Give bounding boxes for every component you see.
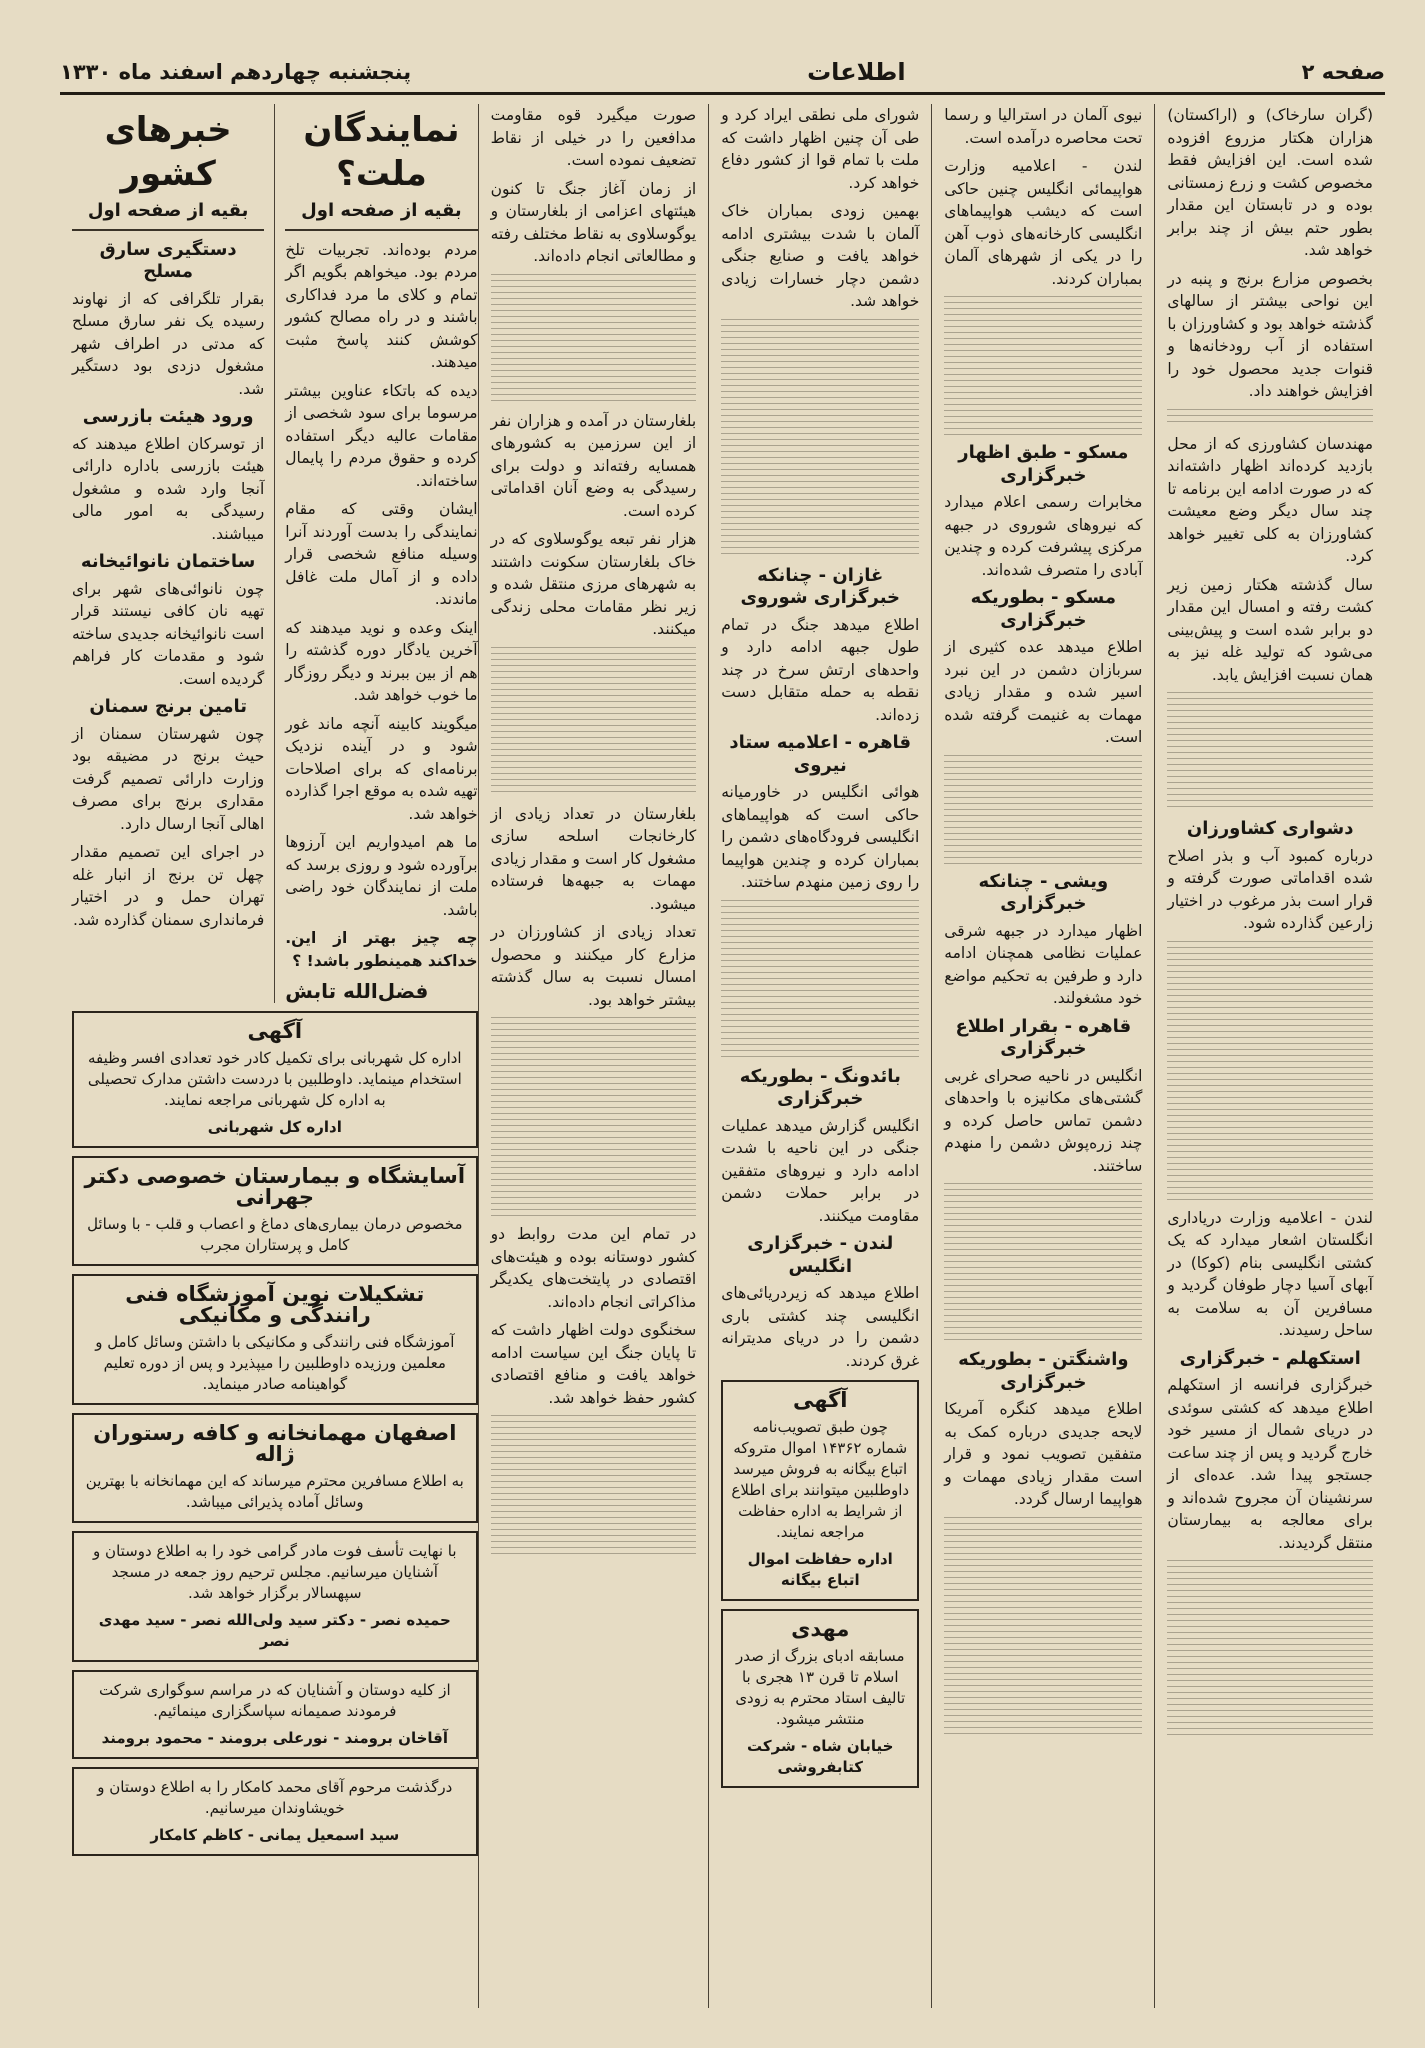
text-block — [491, 647, 697, 797]
column-1 — [1154, 104, 1385, 2008]
article-paragraph: اطلاع میدهد جنگ در تمام طول جبهه ادامه دارد و واحدهای ارتش سرخ در چند نقطه به حمله متقابل دست زده‌اند. — [721, 615, 920, 724]
text-block — [1167, 692, 1373, 812]
text-block — [944, 1183, 1142, 1343]
column-2 — [931, 104, 1154, 2008]
newspaper-name: اطلاعات — [807, 58, 906, 86]
article-heading: قاهره - بقرار اطلاع خبرگزاری — [955, 1015, 1132, 1059]
article-paragraph: لندن - اعلامیه وزارت هواپیمائی انگلیس چنین حاکی است که دیشب هواپیماهای انگلیسی کارخانه‌های ذوب آهن را در یکی از شهرهای آلمان بمباران کردند. — [944, 157, 1143, 288]
author-signature: فضل‌الله تابش — [285, 979, 429, 1003]
article-paragraph: انگلیس در ناحیه صحرای غربی گشتی‌های مکانیزه با واحدهای دشمن تماس حاصل کرده و چند زره‌پوش دشمن را منهدم ساختند. — [944, 1066, 1143, 1175]
section-title: خبرهای کشور — [104, 110, 232, 194]
ad-body: درگذشت مرحوم آقای محمد کامکار را به اطلاع دوستان و خویشاوندان میرسانیم. — [97, 1777, 453, 1817]
article-paragraph: ایشان وقتی که مقام نمایندگی را بدست آوردند آنرا وسیله منافع شخصی قرار داده و از آمال ملت غافل ماندند. — [285, 500, 478, 608]
text-block — [721, 900, 919, 1060]
column-6 — [72, 104, 274, 1003]
article-paragraph: بقرار تلگرافی که از نهاوند رسیده یک نفر سارق مسلح که مدتی در اطراف شهر مشغول دزدی بود دستگیر شد. — [72, 289, 265, 398]
text-block — [721, 319, 919, 559]
ad-body: اداره کل شهربانی برای تکمیل کادر خود تعدادی افسر وظیفه استخدام مینماید. داوطلبین با دردست داشتن مدارک تحصیلی به اداره کل شهربانی مراجعه نمایند. — [87, 1048, 462, 1109]
article-paragraph: بلغارستان در تعداد زیادی از کارخانجات اسلحه سازی مشغول کار است و مقدار زیادی مهمات به جبهه‌ها فرستاده میشود. — [490, 804, 697, 913]
article-paragraph: سخنگوی دولت اظهار داشت که تا پایان جنگ این سیاست ادامه خواهد یافت و منافع اقتصادی کشور حفظ خواهد شد. — [490, 1321, 697, 1407]
column-3 — [708, 104, 931, 2008]
article-paragraph: بهمین زودی بمباران خاک آلمان با شدت بیشتری ادامه خواهد یافت و صنایع جنگی دشمن دچار خسارات زیادی خواهد شد. — [721, 202, 920, 310]
article-paragraph: هزار نفر تبعه یوگوسلاوی که در خاک بلغارستان سکونت داشتند به شهرهای مرزی منتقل شده و زیر نظر مقامات محلی زندگی میکنند. — [490, 530, 697, 638]
article-heading: ویشی - چنانکه خبرگزاری — [978, 870, 1109, 914]
article-paragraph: مخابرات رسمی اعلام میدارد که نیروهای شوروی در جبهه مرکزی پیشرفت کرده و چندین آبادی را متصرف شده‌اند. — [944, 493, 1143, 579]
ad-book — [721, 1609, 919, 1788]
ad-thanks — [72, 1670, 478, 1759]
article-paragraph: خبرگزاری فرانسه از استکهلم اطلاع میدهد که کشتی سوئدی در دریای شمال از مسیر خود خارج گردید و پس از چند ساعت جستجو پیدا شد. عده‌ای از سرنشینان آن مجروح شده‌اند و برای معالجه به بیمارستان منتقل گردیدند. — [1167, 1376, 1373, 1552]
column-5 — [274, 104, 477, 1003]
text-block — [491, 1415, 697, 1555]
article-paragraph: تعداد زیادی از کشاورزان در مزارع کار میکنند و محصول امسال نسبت به سال گذشته بیشتر خواهد بود. — [490, 923, 697, 1009]
ad-title: آگهی — [792, 1388, 848, 1412]
article-heading: استکهلم - خبرگزاری — [1179, 1347, 1361, 1369]
ad-title: مهدی — [791, 1617, 850, 1641]
article-heading: دشواری کشاورزان — [1186, 818, 1354, 839]
text-block — [1167, 941, 1373, 1201]
article-paragraph: لندن - اعلامیه وزارت دریاداری انگلستان اشعار میدارد که یک کشتی انگلیسی بنام (کوکا) در آبهای آسیا دچار طوفان گردید و مسافرین آن به سلامت به ساحل رسیدند. — [1167, 1208, 1373, 1339]
article-paragraph: بخصوص مزارع برنج و پنبه در این نواحی بیشتر از سالهای گذشته خواهد بود و کشاورزان با استفاده از آب رودخانه‌ها و قنوات جدید محصول خود را افزایش خواهند داد. — [1167, 269, 1373, 400]
article-paragraph: مهندسان کشاورزی که از محل بازدید کرده‌اند اظهار داشته‌اند که در صورت ادامه این برنامه تا چند سال دیگر وضع معیشت کشاورزان به کلی تغییر خواهد کرد. — [1167, 434, 1373, 565]
ad-hospital — [72, 1156, 478, 1266]
ad-obituary-2 — [72, 1767, 478, 1856]
article-heading: ورود هیئت بازرسی — [82, 406, 254, 427]
article-paragraph: هوائی انگلیس در خاورمیانه حاکی است که هواپیماهای انگلیسی فرودگاه‌های دشمن را بمباران کرده و چندین هواپیما را روی زمین منهدم ساختند. — [721, 783, 920, 891]
article-paragraph: اظهار میدارد در جبهه شرقی عملیات نظامی همچنان ادامه دارد و طرفین به تحکیم مواضع خود مشغولند. — [944, 921, 1143, 1007]
masthead — [60, 52, 1385, 95]
article-heading: لندن - خبرگزاری انگلیس — [747, 1233, 894, 1277]
article-heading: دستگیری سارق مسلح — [99, 238, 237, 282]
ad-signature: حمیده نصر - دکتر سید ولی‌الله نصر - سید مهدی نصر — [98, 1610, 451, 1650]
article-paragraph: درباره کمبود آب و بذر اصلاح شده اقداماتی صورت گرفته و قرار است بذر مرغوب در اختیار زارعین گذارده شود. — [1167, 846, 1373, 932]
article-heading: قاهره - اعلامیه ستاد نیروی — [729, 732, 912, 776]
article-paragraph: مردم بوده‌اند. تجربیات تلخ مردم بود. میخواهم بگویم اگر تمام و کلای ما مرد فداکاری باشند و در راه مصالح کشور کوشش کنند پاسخ مثبت میدهند. — [285, 240, 478, 371]
text-block — [491, 1017, 697, 1217]
article-continuation: بقیه از صفحه اول — [285, 200, 477, 231]
article-heading: غازان - چنانکه خبرگزاری شوروی — [740, 564, 901, 608]
article-paragraph: اطلاع میدهد عده کثیری از سربازان دشمن در این نبرد اسیر شده و مقدار زیادی مهمات به غنیمت گرفته شده است. — [944, 638, 1143, 746]
article-paragraph: در اجرای این تصمیم مقدار چهل تن برنج از انبار غله تهران حمل و در اختیار فرمانداری سمنان گذارده شد. — [72, 843, 265, 929]
article-paragraph: چه چیز بهتر از این. خداکند همینطور باشد! ؟ — [285, 929, 478, 970]
article-paragraph: اینک وعده و نوید میدهند که آخرین یادگار دوره گذشته را هم از بین ببرند و دیگر روزگار ما خوب خواهد شد. — [285, 618, 478, 704]
article-heading: تامین برنج سمنان — [89, 696, 247, 717]
article-paragraph: چون نانوائی‌های شهر برای تهیه نان کافی نیستند قرار است نانوائیخانه جدیدی ساخته شود و مقدمات کار فراهم گردیده است. — [72, 579, 265, 688]
article-paragraph: از توسرکان اطلاع میدهند که هیئت بازرسی باداره دارائی آنجا وارد شده و مشغول رسیدگی به امور مالی میباشند. — [72, 434, 265, 543]
article-paragraph: ما هم امیدواریم این آرزوها برآورده شود و روزی برسد که ملت از نمایندگان خود راضی باشد. — [285, 833, 478, 919]
article-paragraph: میگویند کابینه آنچه ماند غور شود و در آینده نزدیک برنامه‌ای که برای اصلاحات تهیه شده به موقع اجرا گذارده خواهد شد. — [285, 714, 478, 823]
ad-property-sale — [721, 1380, 919, 1601]
columns — [60, 104, 1385, 2008]
text-block — [944, 1517, 1142, 1737]
ad-body: به اطلاع مسافرین محترم میرساند که این مهمانخانه با بهترین وسائل آماده پذیرائی میباشد. — [85, 1471, 464, 1511]
article-paragraph: بلغارستان در آمده و هزاران نفر از این سرزمین به کشورهای همسایه رفته‌اند و دولت برای رسیدگی به وضع آنان اقداماتی کرده است. — [490, 411, 697, 520]
ad-title: تشکیلات نوین آموزشگاه فنی رانندگی و مکانیکی — [125, 1281, 425, 1327]
article-heading: واشنگتن - بطوریکه خبرگزاری — [958, 1349, 1129, 1393]
article-paragraph: سال گذشته هکتار زمین زیر کشت رفته و امسال این مقدار دو برابر شده است و پیش‌بینی می‌شود که تولید غله نیز به همان نسبت افزایش یابد. — [1167, 575, 1373, 684]
article-paragraph: اطلاع میدهد کنگره آمریکا لایحه جدیدی درباره کمک به متفقین تصویب نمود و قرار است مقدار زیادی مهمات و هواپیما ارسال گردد. — [944, 1400, 1143, 1508]
article-paragraph: دیده که باتکاء عناوین بیشتر مرسوما برای سود شخصی از مقامات عالیه دیگر استفاده کرده و حقوق مردم را پایمال ساخته‌اند. — [285, 381, 478, 490]
ad-signature: اداره حفاظت اموال اتباع بیگانه — [747, 1550, 893, 1589]
article-paragraph: در تمام این مدت روابط دو کشور دوستانه بوده و هیئت‌های اقتصادی در پایتخت‌های یکدیگر مذاکراتی انجام داده‌اند. — [490, 1225, 697, 1311]
article-heading: مسکو - بطوریکه خبرگزاری — [970, 587, 1116, 631]
ad-body: با نهایت تأسف فوت مادر گرامی خود را به اطلاع دوستان و آشنایان میرسانیم. مجلس ترحیم روز جمعه در مسجد سپهسالار برگزار خواهد شد. — [93, 1541, 457, 1602]
text-block — [491, 274, 697, 404]
text-block — [944, 296, 1142, 436]
issue-date: پنجشنبه چهاردهم اسفند ماه ۱۳۳۰ — [60, 60, 412, 84]
ad-body: از کلیه دوستان و آشنایان که در مراسم سوگواری شرکت فرمودند صمیمانه سپاسگزاری مینمائیم. — [98, 1680, 451, 1720]
text-block — [1167, 1560, 1373, 1740]
ad-signature: خیابان شاه - شرکت کتابفروشی — [747, 1737, 894, 1776]
ad-body: مخصوص درمان بیماری‌های دماغ و اعصاب و قلب - با وسائل کامل و پرستاران مجرب — [87, 1214, 463, 1254]
article-paragraph: (گران سارخاک) و (اراکستان) هزاران هکتار مزروع افزوده شده است. این افزایش فقط مخصوص کشت و زرع زمستانی بوده و در تابستان این مقدار بطور حتم بیش از چند برابر خواهد شد. — [1167, 106, 1373, 259]
text-block — [1167, 409, 1373, 427]
article-paragraph: انگلیس گزارش میدهد عملیات جنگی در این ناحیه با شدت ادامه دارد و نیروهای متفقین در برابر حملات دشمن مقاومت میکنند. — [721, 1116, 920, 1225]
ad-body: مسابقه ادبای بزرگ از صدر اسلام تا قرن ۱۳ هجری با تالیف استاد محترم به زودی منتشر میشود. — [735, 1647, 906, 1728]
column-4 — [478, 104, 709, 2008]
ad-driving-school — [72, 1274, 478, 1405]
ad-title: اصفهان مهمانخانه و کافه رستوران ژاله — [93, 1420, 457, 1466]
ad-title: آگهی — [247, 1018, 303, 1043]
ad-body: چون طبق تصویب‌نامه شماره ۱۴۳۶۲ اموال متروکه اتباع بیگانه به فروش میرسد داوطلبین میتوانند برای اطلاع از شرایط به اداره حفاظت مراجعه نمایند. — [731, 1418, 910, 1541]
page-number: صفحه ۲ — [1301, 60, 1385, 84]
ad-signature: آقاخان برومند - نورعلی برومند - محمود برومند — [101, 1728, 448, 1747]
left-top-columns — [72, 104, 478, 1003]
text-block — [944, 755, 1142, 865]
article-paragraph: چون شهرستان سمنان از حیث برنج در مضیقه بود وزارت دارائی تصمیم گرفت مقداری برنج برای مصرف اهالی آنجا ارسال دارد. — [72, 724, 265, 833]
article-paragraph: اطلاع میدهد که زیردریائی‌های انگلیسی چند کشتی باری دشمن را در دریای مدیترانه غرق کردند. — [721, 1284, 920, 1370]
ad-hotel — [72, 1413, 478, 1523]
article-paragraph: شورای ملی نطقی ایراد کرد و طی آن چنین اظهار داشت که ملت با تمام قوا از کشور دفاع خواهد کرد. — [721, 106, 920, 192]
ad-police — [72, 1011, 478, 1148]
ad-signature: سید اسمعیل یمانی - کاظم کامکار — [150, 1825, 400, 1844]
article-paragraph: نیوی آلمان در استرالیا و رسما تحت محاصره درآمده است. — [944, 106, 1143, 147]
article-heading: مسکو - طبق اظهار خبرگزاری — [958, 442, 1129, 486]
article-paragraph: از زمان آغاز جنگ تا کنون هیئتهای اعزامی از بلغارستان و یوگوسلاوی به نقاط مختلف رفته و مطالعاتی انجام داده‌اند. — [490, 179, 697, 265]
article-heading: ساختمان نانوائیخانه — [80, 551, 256, 572]
ad-title: آسایشگاه و بیمارستان خصوصی دکتر جهرانی — [84, 1163, 466, 1209]
section-continuation: بقیه از صفحه اول — [72, 200, 264, 231]
article-heading: بائدونگ - بطوریکه خبرگزاری — [739, 1065, 901, 1109]
ad-signature: اداره کل شهربانی — [207, 1117, 342, 1136]
ad-obituary-1 — [72, 1531, 478, 1662]
article-title: نمایندگان ملت؟ — [303, 110, 460, 194]
article-paragraph: صورت میگیرد قوه مقاومت مدافعین را در خیلی از نقاط تضعیف نموده است. — [490, 106, 697, 169]
left-section — [60, 104, 478, 2008]
ad-body: آموزشگاه فنی رانندگی و مکانیکی با داشتن وسائل کامل و معلمین ورزیده داوطلبین را میپذیرد و پس از دوره تعلیم گواهینامه صادر مینماید. — [95, 1332, 455, 1393]
